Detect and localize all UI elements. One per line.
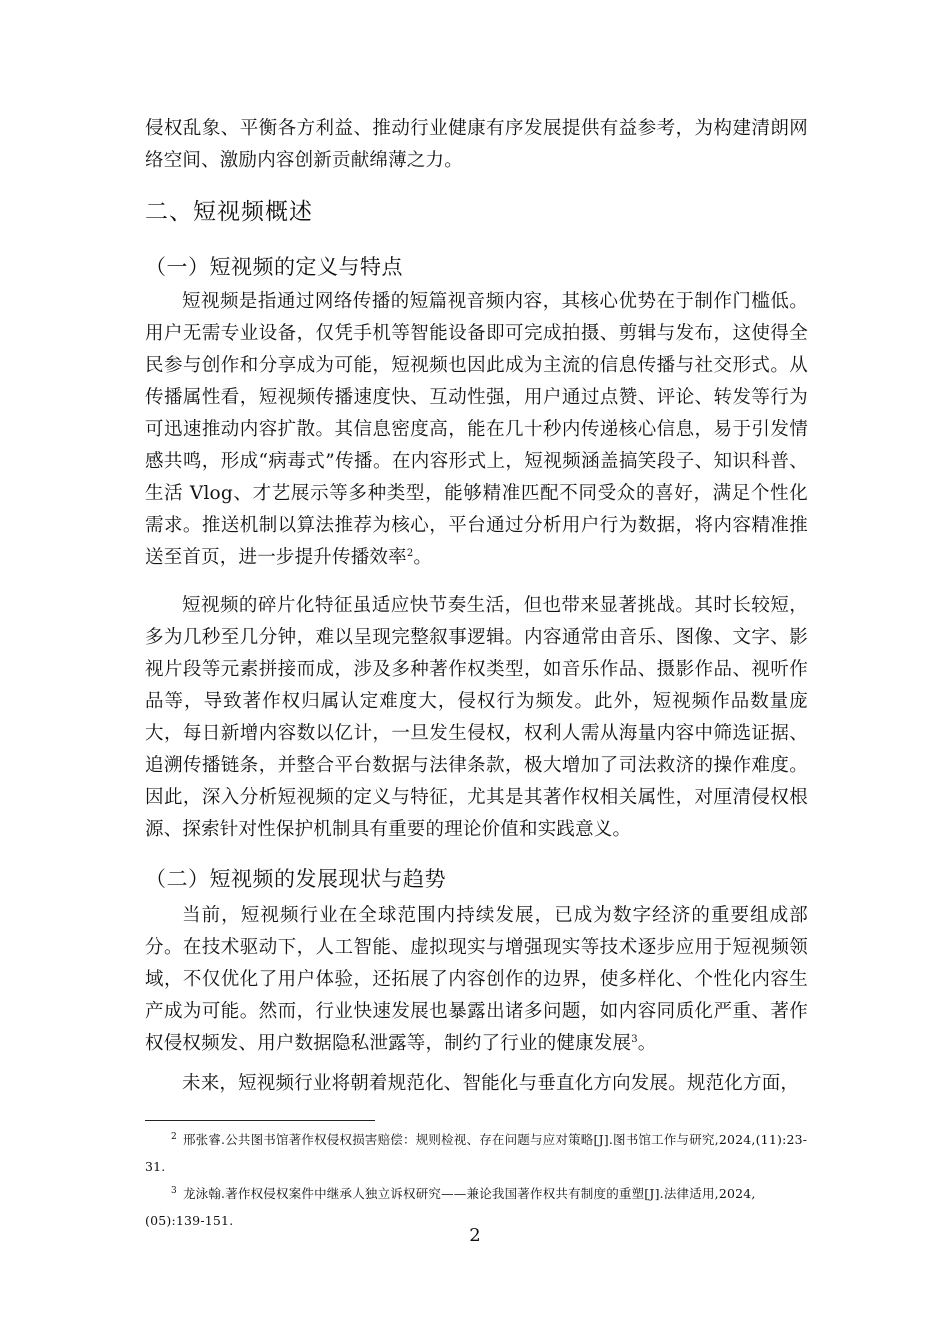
definition-paragraph-1: 短视频是指通过网络传播的短篇视音频内容，其核心优势在于制作门槛低。用户无需专业设备，仅凭手机等智能设备即可完成拍摄、剪辑与发布，这使得全民参与创作和分享成为可能，短视频也因此成为主流的信息传播与社交形式。从传播属性看，短视频传播速度快、互动性强，用户通过点赞、评论、转发等行为可迅速推动内容扩散。其信息密度高，能在几十秒内传递核心信息，易于引发情感共鸣，形成“病毒式”传播。在内容形式上，短视频涵盖搞笑段子、知识科普、生活 Vlog、才艺展示等多种类型，能够精准匹配不同受众的喜好，满足个性化需求。推送机制以算法推荐为核心，平台通过分析用户行为数据，将内容精准推送至首页，进一步提升传播效率$^2$。 bbox=[145, 291, 808, 568]
footnote-2: $^2$ 邢张睿.公共图书馆著作权侵权损害赔偿：规则检视、存在问题与应对策略[J].图书馆工作与研究,2024,(11):23-31. bbox=[145, 1131, 808, 1174]
development-paragraph-2: 未来，短视频行业将朝着规范化、智能化与垂直化方向发展。规范化方面， bbox=[182, 1073, 800, 1094]
footnote-3: $^3$ 龙泳翰.著作权侵权案件中继承人独立诉权研究——兼论我国著作权共有制度的重塑[J].法律适用,2024,(05):139-151. bbox=[145, 1185, 756, 1228]
footnote-mark: 2 bbox=[171, 1131, 177, 1142]
footnote-ref-3[interactable]: 3 bbox=[631, 1033, 638, 1045]
subsection-heading-development: （二）短视频的发展现状与趋势 bbox=[145, 867, 446, 891]
page-number: 2 bbox=[469, 1225, 481, 1246]
development-paragraph-1: 当前，短视频行业在全球范围内持续发展，已成为数字经济的重要组成部分。在技术驱动下，人工智能、虚拟现实与增强现实等技术逐步应用于短视频领域，不仅优化了用户体验，还拓展了内容创作的边界，使多样化、个性化内容生产成为可能。然而，行业快速发展也暴露出诸多问题，如内容同质化严重、著作权侵权频发、用户数据隐私泄露等，制约了行业的健康发展$^3$。 bbox=[145, 905, 808, 1054]
subsection-heading-definition: （一）短视频的定义与特点 bbox=[145, 255, 403, 279]
intro-paragraph: 侵权乱象、平衡各方利益、推动行业健康有序发展提供有益参考，为构建清朗网络空间、激励内容创新贡献绵薄之力。 bbox=[145, 118, 808, 171]
footnote-divider bbox=[145, 1120, 375, 1121]
footnote-mark: 3 bbox=[171, 1185, 177, 1196]
section-heading: 二、短视频概述 bbox=[145, 199, 313, 225]
footnote-ref-2[interactable]: 2 bbox=[406, 547, 414, 559]
definition-paragraph-2: 短视频的碎片化特征虽适应快节奏生活，但也带来显著挑战。其时长较短，多为几秒至几分钟，难以呈现完整叙事逻辑。内容通常由音乐、图像、文字、影视片段等元素拼接而成，涉及多种著作权类型，如音乐作品、摄影作品、视听作品等，导致著作权归属认定难度大，侵权行为频发。此外，短视频作品数量庞大，每日新增内容数以亿计，一旦发生侵权，权利人需从海量内容中筛选证据、追溯传播链条，并整合平台数据与法律条款，极大增加了司法救济的操作难度。因此，深入分析短视频的定义与特征，尤其是其著作权相关属性，对厘清侵权根源、探索针对性保护机制具有重要的理论价值和实践意义。 bbox=[145, 595, 808, 840]
